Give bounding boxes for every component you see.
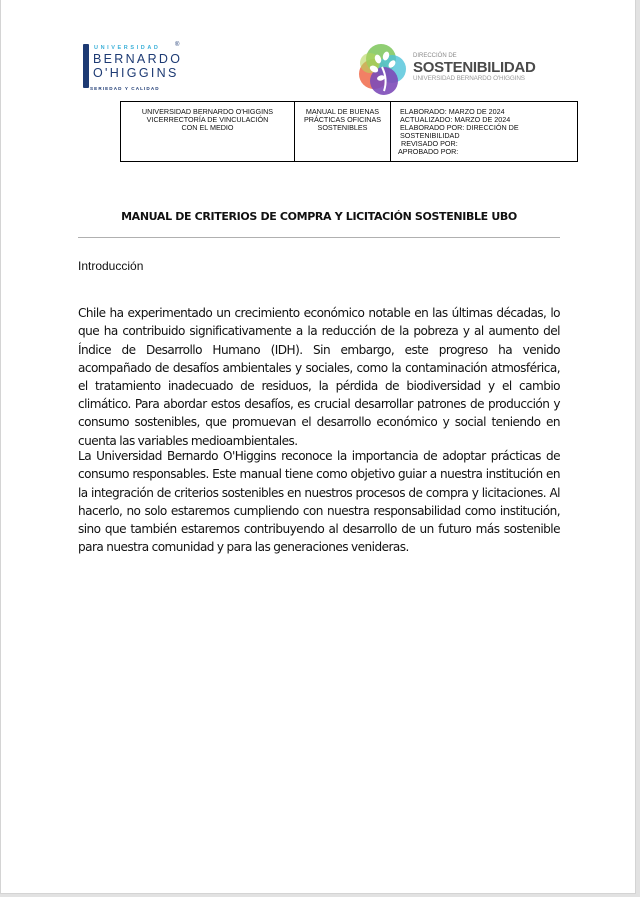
manual-line: SOSTENIBLES [317, 123, 368, 132]
institution-line: UNIVERSIDAD BERNARDO O'HIGGINS [141, 107, 274, 116]
logo-bar-icon [83, 44, 89, 88]
logo-name-line2: O'HIGGINS [93, 66, 179, 80]
header-cell-institution [121, 102, 295, 161]
reviewed-by: REVISADO POR: [401, 139, 458, 148]
logo-pre-title: DIRECCIÓN DE [413, 53, 457, 59]
approved-by: APROBADO POR: [398, 147, 459, 156]
tree-flower-icon [354, 41, 409, 97]
document-title: MANUAL DE CRITERIOS DE COMPRA Y LICITACIÓN SOSTENIBLE UBO [121, 210, 517, 223]
document-header-table [120, 101, 578, 162]
paragraph: Chile ha experimentado un crecimiento económico notable en las últimas décadas, lo que ha contribuido significativamente a la reducción de la pobreza y al aumento del Índice de Desarrollo Humano (IDH). Sin embargo, este progreso ha venido acompañado de desafíos ambientales y sociales, como la contaminación atmosférica, el tratamiento inadecuado de residuos, la pérdida de biodiversidad y el cambio climático. Para abordar estos desafíos, es crucial desarrollar patrones de producción y consumo sostenibles, que promuevan el desarrollo económico y social teniendo en cuenta las variables medioambientales. [78, 306, 560, 448]
sustainability-logo [354, 41, 544, 97]
elaborated-date: ELABORADO: MARZO DE 2024 [400, 107, 505, 116]
logo-subtitle: UNIVERSIDAD BERNARDO O'HIGGINS [413, 75, 525, 82]
updated-date: ACTUALIZADO: MARZO DE 2024 [400, 115, 511, 124]
header-cell-manual [295, 102, 391, 161]
manual-line: PRÁCTICAS OFICINAS [303, 115, 382, 124]
logo-title: SOSTENIBILIDAD [413, 59, 536, 76]
elaborated-by-cont: SOSTENIBILIDAD [400, 131, 460, 140]
logo-top-line: UNIVERSIDAD [94, 45, 161, 51]
institution-line: CON EL MEDIO [181, 123, 234, 132]
section-heading: Introducción [78, 259, 144, 273]
university-logo [83, 42, 183, 98]
paragraph: La Universidad Bernardo O'Higgins reconoce la importancia de adoptar prácticas de consumo responsables. Este manual tiene como objetivo guiar a nuestra institución en la integración de criterios sostenibles en nuestros procesos de compra y licitaciones. Al hacerlo, no solo estaremos cumpliendo con nuestra responsabilidad como institución, sino que también estaremos contribuyendo al desarrollo de un futuro más sostenible para nuestra comunidad y para las generaciones venideras. [78, 449, 560, 555]
manual-line: MANUAL DE BUENAS [305, 107, 380, 116]
elaborated-by: ELABORADO POR: DIRECCIÓN DE [400, 123, 519, 132]
registered-mark: ® [175, 42, 180, 48]
title-divider [78, 237, 560, 238]
logo-name-line1: BERNARDO [93, 52, 183, 66]
header-cell-metadata [391, 102, 577, 161]
logo-tagline: SERIEDAD Y CALIDAD [90, 86, 160, 91]
institution-line: VICERRECTORÍA DE VINCULACIÓN [146, 115, 269, 124]
